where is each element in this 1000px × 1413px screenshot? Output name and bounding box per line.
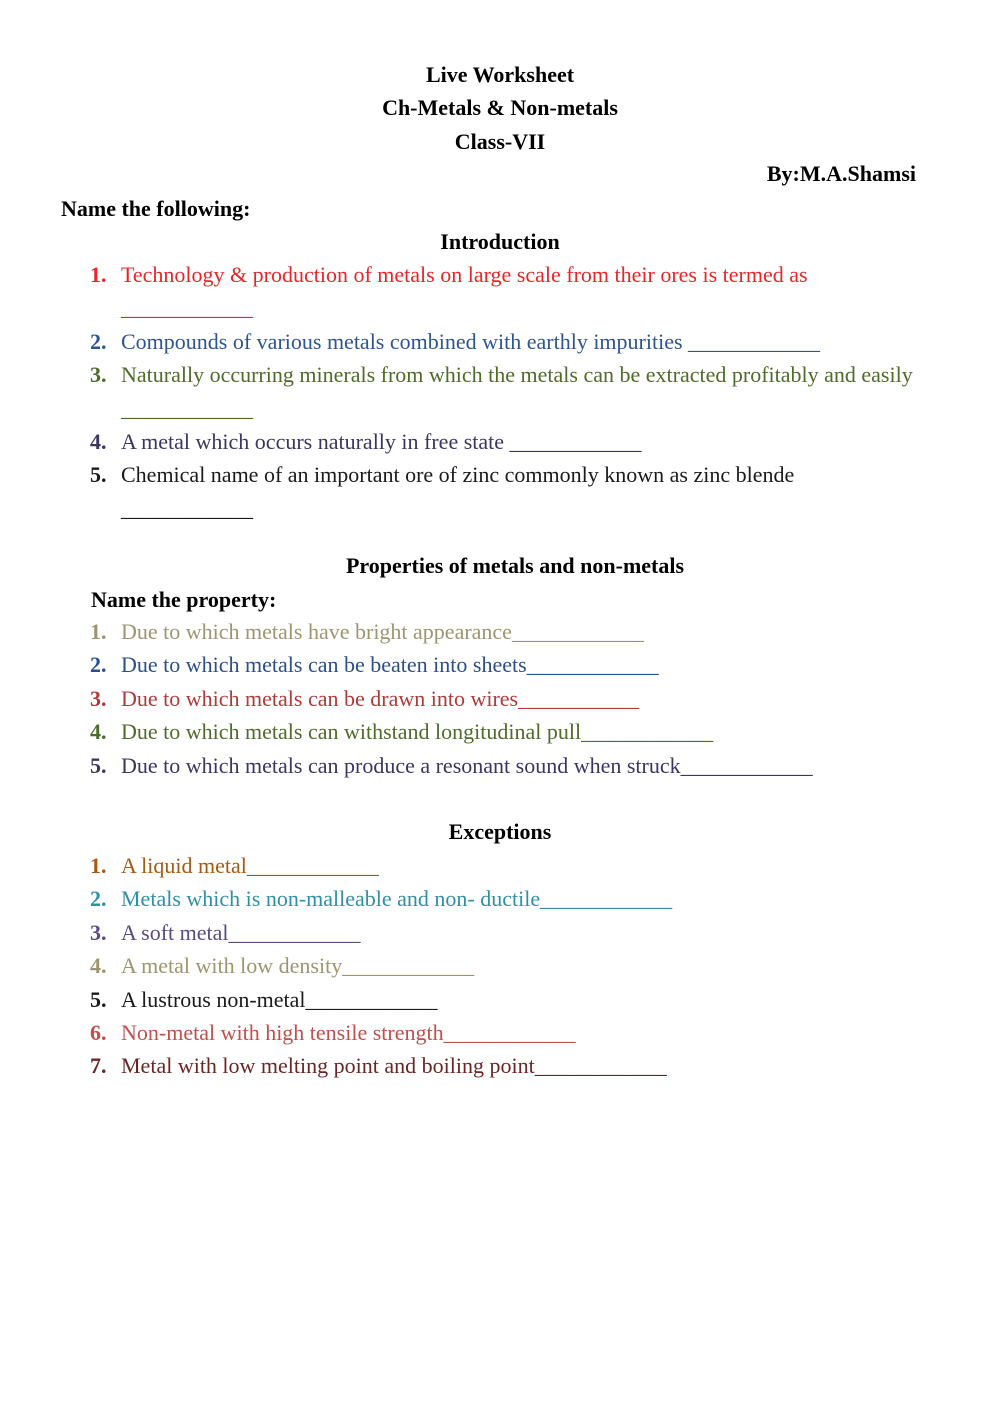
introduction-list: [0, 258, 1000, 525]
question-text: Due to which metals can produce a resonant sound when struck: [121, 752, 681, 778]
question-number: 6.: [90, 1020, 107, 1046]
class-label: Class-VII: [454, 128, 546, 154]
question-number: 3.: [90, 362, 107, 388]
intro-question-5: [0, 458, 926, 525]
properties-subheading: Name the property:: [91, 587, 277, 612]
answer-blank[interactable]: ____________: [342, 953, 475, 979]
question-text: A soft metal: [121, 919, 229, 945]
question-text: Due to which metals can be beaten into sheets: [121, 652, 527, 678]
question-text: A metal which occurs naturally in free state: [121, 429, 510, 455]
question-text: A liquid metal: [121, 853, 247, 878]
question-text: Due to which metals can withstand longitudinal pull: [121, 719, 582, 745]
question-number: 2.: [90, 652, 107, 678]
answer-blank[interactable]: ____________: [688, 328, 821, 354]
question-text: Metals which is non-malleable and non- ductile: [121, 886, 541, 912]
question-number: 1.: [90, 262, 107, 287]
exception-question-1: [0, 849, 926, 882]
properties-heading: Properties of metals and non-metals: [345, 553, 685, 578]
question-text: Metal with low melting point and boiling point: [121, 1053, 535, 1079]
answer-blank[interactable]: ____________: [509, 429, 642, 455]
question-number: 2.: [90, 886, 107, 912]
answer-blank[interactable]: ____________: [246, 853, 379, 878]
question-text: A lustrous non-metal: [121, 986, 306, 1012]
answer-blank[interactable]: ____________: [511, 619, 644, 644]
question-number: 7.: [90, 1053, 107, 1079]
intro-question-2: [0, 325, 926, 358]
worksheet-header: [0, 58, 1000, 158]
question-text: Due to which metals can be drawn into wires: [121, 685, 519, 711]
intro-question-1: [0, 258, 926, 325]
question-number: 2.: [90, 328, 107, 354]
chapter-title: Ch-Metals & Non-metals: [382, 95, 618, 121]
intro-question-4: [0, 425, 926, 458]
answer-blank[interactable]: ____________: [581, 719, 714, 745]
answer-blank[interactable]: ____________: [305, 986, 438, 1012]
exception-question-7: [0, 1049, 926, 1082]
property-question-4: [0, 715, 926, 748]
question-text: Due to which metals have bright appearance: [121, 619, 512, 644]
answer-blank[interactable]: ____________: [526, 652, 659, 678]
question-text: Technology & production of metals on large scale from their ores is termed as: [121, 262, 808, 287]
question-number: 5.: [90, 752, 107, 778]
answer-blank[interactable]: ____________: [680, 752, 813, 778]
question-text: Non-metal with high tensile strength: [121, 1020, 444, 1046]
question-text: Naturally occurring minerals from which the metals can be extracted profitably and easily: [121, 362, 913, 388]
question-number: 1.: [90, 619, 107, 644]
answer-blank[interactable]: ____________: [121, 295, 253, 321]
property-question-2: [0, 648, 926, 681]
question-number: 3.: [90, 919, 107, 945]
answer-blank[interactable]: ____________: [121, 495, 253, 521]
answer-blank[interactable]: ____________: [540, 886, 673, 912]
exception-question-2: [0, 882, 926, 915]
answer-blank[interactable]: ____________: [228, 919, 361, 945]
question-number: 4.: [90, 953, 107, 979]
exception-question-3: [0, 916, 926, 949]
property-question-1: [0, 615, 926, 648]
answer-blank[interactable]: ____________: [443, 1020, 576, 1046]
author-label: By:M.A.Shamsi: [766, 161, 916, 186]
answer-blank[interactable]: ____________: [121, 395, 253, 421]
question-number: 3.: [90, 685, 107, 711]
question-number: 5.: [90, 986, 107, 1012]
introduction-heading: Introduction: [440, 229, 560, 254]
answer-blank[interactable]: ____________: [534, 1053, 667, 1079]
question-number: 1.: [90, 853, 107, 878]
question-text: Compounds of various metals combined with earthly impurities: [121, 328, 689, 354]
properties-list: [0, 615, 1000, 782]
exception-question-4: [0, 949, 926, 982]
question-text: A metal with low density: [121, 953, 343, 979]
exceptions-list: [0, 849, 1000, 1083]
question-number: 4.: [90, 719, 107, 745]
answer-blank[interactable]: ___________: [518, 685, 640, 711]
exceptions-heading: Exceptions: [448, 819, 552, 844]
question-number: 4.: [90, 429, 107, 455]
question-number: 5.: [90, 462, 107, 488]
property-question-3: [0, 682, 926, 715]
worksheet-title: Live Worksheet: [425, 62, 575, 87]
instruction-heading: Name the following:: [61, 196, 251, 221]
question-text: Chemical name of an important ore of zinc commonly known as zinc blende: [121, 462, 795, 488]
exception-question-5: [0, 983, 926, 1016]
property-question-5: [0, 749, 926, 782]
intro-question-3: [0, 358, 926, 425]
exception-question-6: [0, 1016, 926, 1049]
